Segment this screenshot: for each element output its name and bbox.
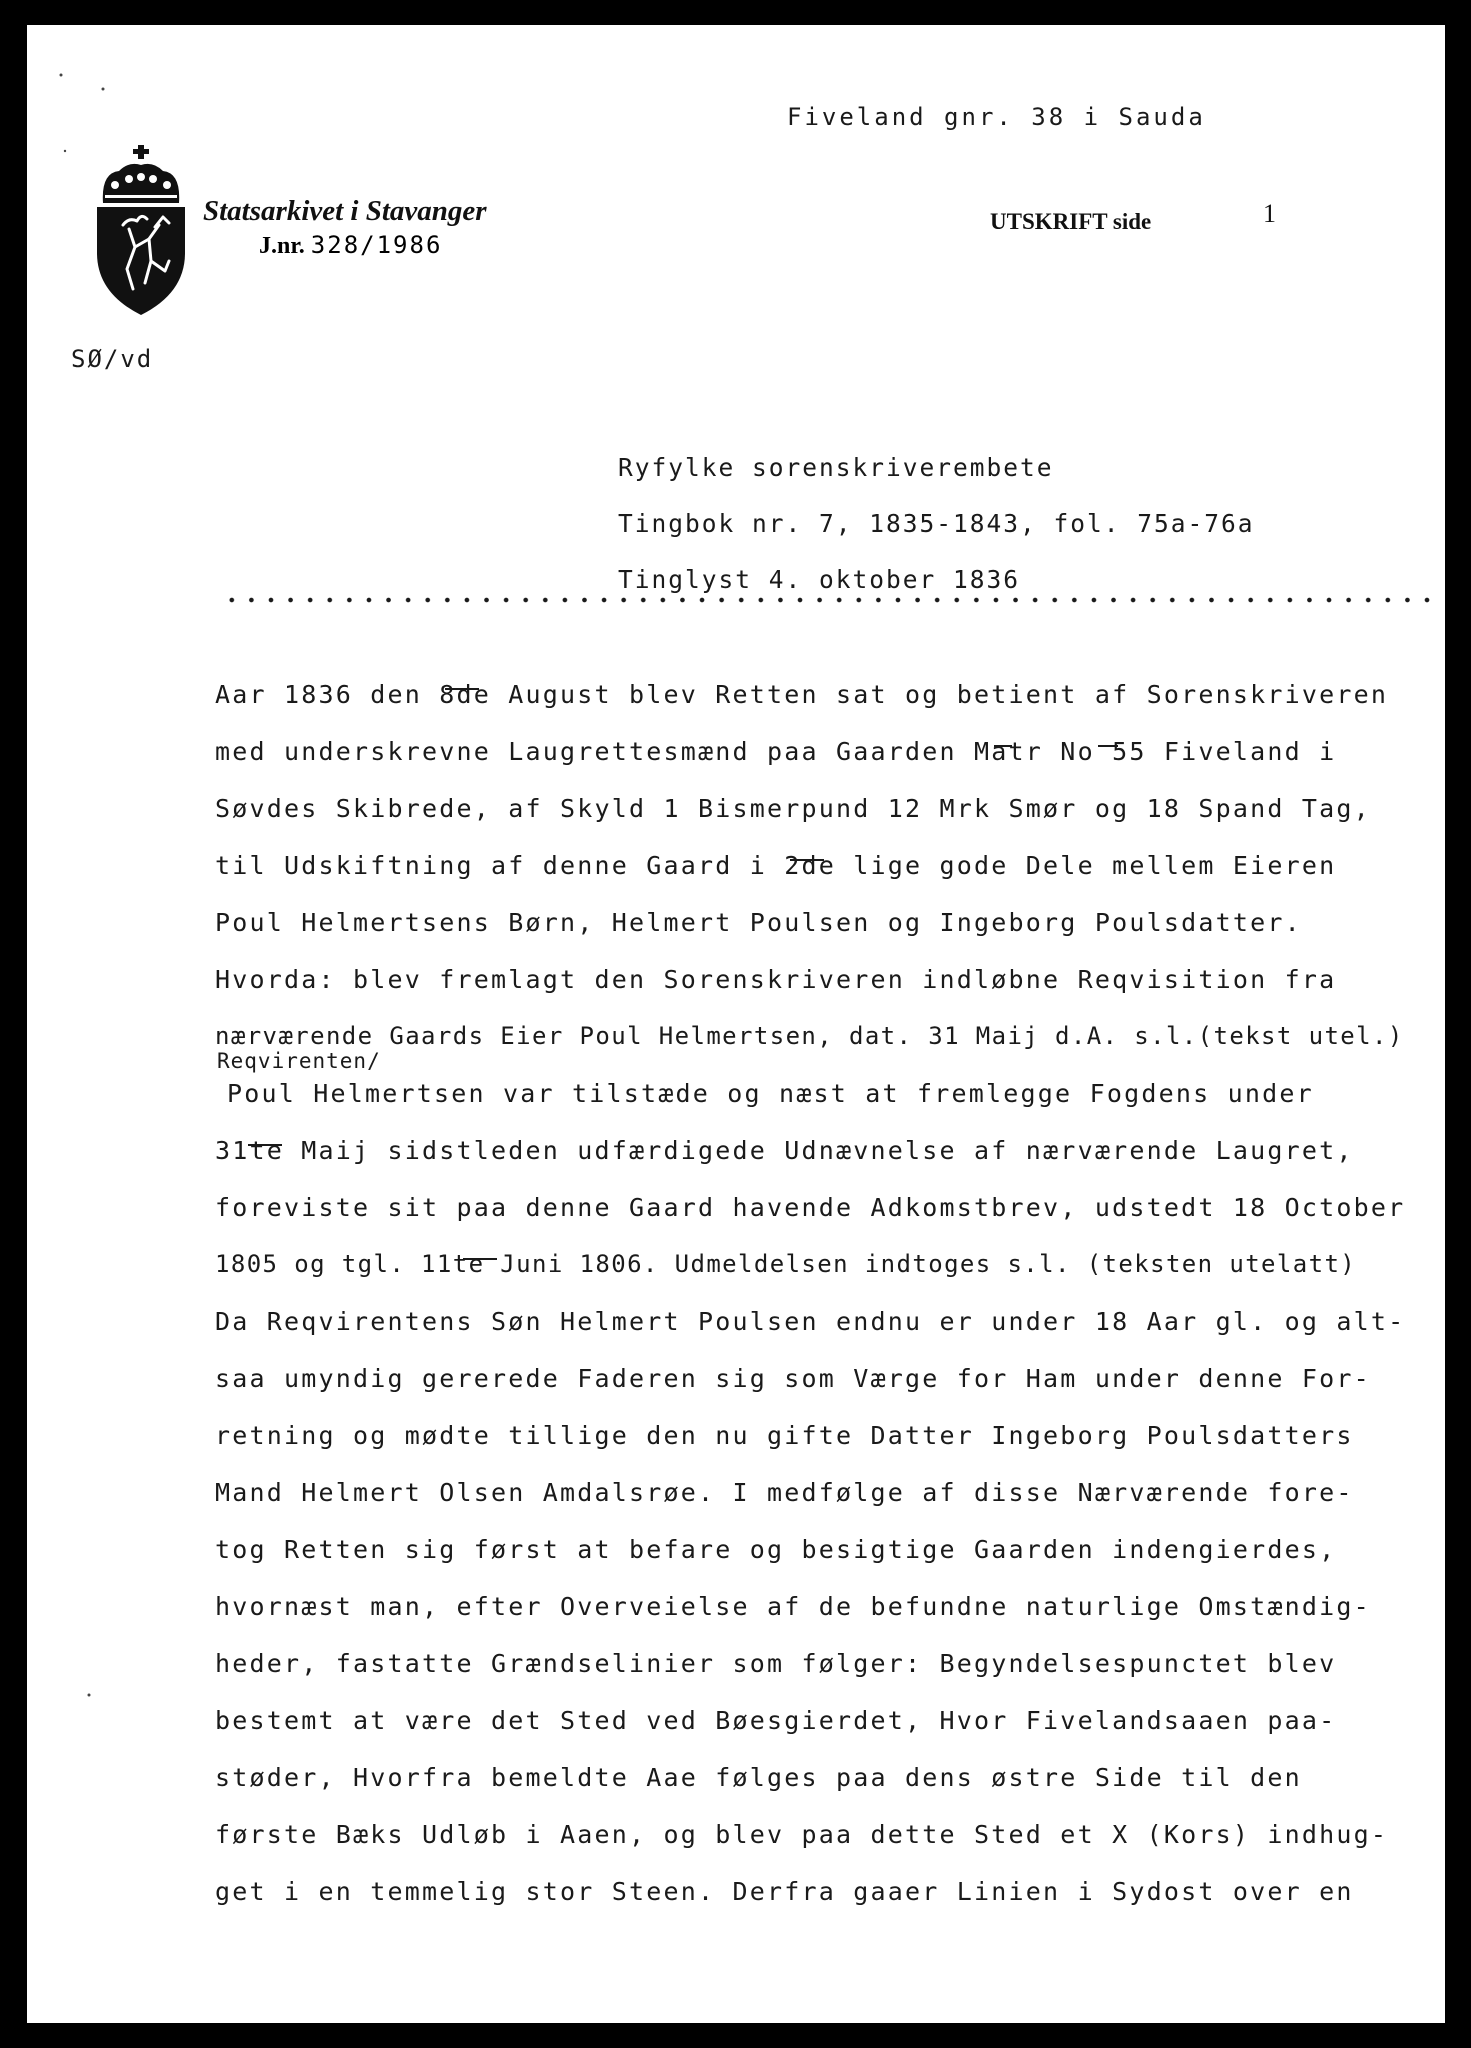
body-line: bestemt at være det Sted ved Bøesgierdet, Hvor Fivelandsaaen paa- bbox=[215, 1706, 1337, 1735]
body-line: støder, Hvorfra bemeldte Aae følges paa dens østre Side til den bbox=[215, 1763, 1302, 1792]
body-line: foreviste sit paa denne Gaard havende Adkomstbrev, udstedt 18 October bbox=[215, 1193, 1406, 1222]
coat-of-arms-icon bbox=[89, 143, 193, 319]
body-line: 1805 og tgl. 11te Juni 1806. Udmeldelsen indtoges s.l. (teksten utelatt) bbox=[215, 1250, 1357, 1278]
body-line: get i en temmelig stor Steen. Derfra gaaer Linien i Sydost over en bbox=[215, 1877, 1354, 1906]
inserted-note: Reqvirenten/ bbox=[217, 1049, 381, 1073]
body-line: Poul Helmertsen var tilstæde og næst at fremlegge Fogdens under bbox=[227, 1079, 1314, 1108]
source-record: Tingbok nr. 7, 1835-1843, fol. 75a-76a bbox=[618, 509, 1255, 538]
body-line: Aar 1836 den 8de August blev Retten sat og betient af Sorenskriveren bbox=[215, 680, 1389, 709]
journal-value: 328/1986 bbox=[310, 231, 443, 259]
body-line: Søvdes Skibrede, af Skyld 1 Bismerpund 12 Mrk Smør og 18 Spand Tag, bbox=[215, 794, 1371, 823]
document-page bbox=[27, 25, 1445, 2023]
initials: SØ/vd bbox=[71, 345, 154, 373]
source-registered: Tinglyst 4. oktober 1836 bbox=[618, 565, 1021, 594]
body-line: Da Reqvirentens Søn Helmert Poulsen endnu er under 18 Aar gl. og alt- bbox=[215, 1307, 1406, 1336]
body-line: Hvorda: blev fremlagt den Sorenskriveren indløbne Reqvisition fra bbox=[215, 965, 1337, 994]
body-line: 31te Maij sidstleden udfærdigede Udnævnelse af nærværende Laugret, bbox=[215, 1136, 1354, 1165]
property-reference: Fiveland gnr. 38 i Sauda bbox=[787, 103, 1206, 131]
page-number: 1 bbox=[1263, 199, 1276, 228]
body-line: saa umyndig gererede Faderen sig som Værge for Ham under denne For- bbox=[215, 1364, 1371, 1393]
archive-name: Statsarkivet i Stavanger bbox=[203, 195, 487, 227]
body-line: til Udskiftning af denne Gaard i 2de lige gode Dele mellem Eieren bbox=[215, 851, 1337, 880]
body-line: med underskrevne Laugrettesmænd paa Gaarden Matr No 55 Fiveland i bbox=[215, 737, 1337, 766]
body-line: Poul Helmertsens Børn, Helmert Poulsen og Ingeborg Poulsdatter. bbox=[215, 908, 1302, 937]
body-line: Mand Helmert Olsen Amdalsrøe. I medfølge af disse Nærværende fore- bbox=[215, 1478, 1354, 1507]
body-line: hvornæst man, efter Overveielse af de befundne naturlige Omstændig- bbox=[215, 1592, 1371, 1621]
body-line: nærværende Gaards Eier Poul Helmertsen, dat. 31 Maij d.A. s.l.(tekst utel.) bbox=[215, 1022, 1404, 1050]
body-line: heder, fastatte Grændselinier som følger: Begyndelsespunctet blev bbox=[215, 1649, 1337, 1678]
dotted-separator bbox=[222, 597, 1442, 603]
journal-label: J.nr. bbox=[259, 233, 305, 259]
source-office: Ryfylke sorenskriverembete bbox=[618, 453, 1054, 482]
body-line: første Bæks Udløb i Aaen, og blev paa dette Sted et X (Kors) indhug- bbox=[215, 1820, 1389, 1849]
body-line: retning og mødte tillige den nu gifte Datter Ingeborg Poulsdatters bbox=[215, 1421, 1354, 1450]
transcript-label: UTSKRIFT side bbox=[990, 209, 1152, 234]
body-line: tog Retten sig først at befare og besigtige Gaarden indengierdes, bbox=[215, 1535, 1337, 1564]
journal-number bbox=[259, 231, 442, 260]
